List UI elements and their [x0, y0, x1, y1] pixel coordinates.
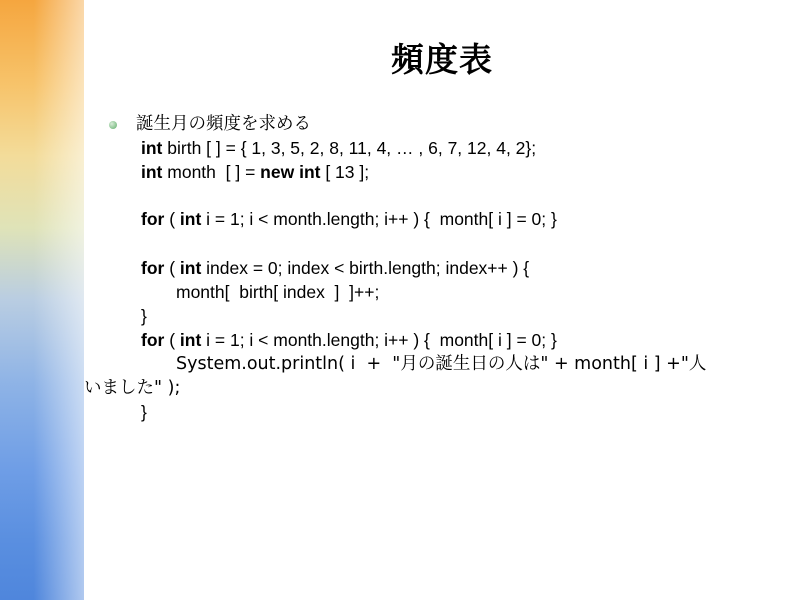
keyword: int	[141, 138, 163, 158]
code-line-close-brace-final: }	[141, 402, 147, 422]
code-text: [ 13 ];	[320, 162, 370, 182]
code-text: (	[164, 330, 180, 350]
code-text: index = 0; index < birth.length; index++ ) {	[201, 258, 530, 278]
code-text: month [ ] =	[162, 162, 261, 182]
code-text: i = 1; i < month.length; i++ ) { month[ i ] = 0; }	[201, 209, 557, 229]
code-text: i = 1; i < month.length; i++ ) { month[ i ] = 0; }	[201, 330, 557, 350]
keyword: int	[179, 209, 202, 229]
code-line-increment: month[ birth[ index ] ]++;	[176, 282, 380, 302]
code-line-birth-array	[141, 138, 536, 158]
code-line-init-loop	[141, 209, 557, 229]
code-text: (	[164, 258, 180, 278]
code-line-count-loop	[141, 258, 529, 278]
code-line-month-array	[141, 162, 369, 182]
bullet-icon	[109, 121, 117, 129]
slide-title: 頻度表	[391, 40, 493, 79]
code-line-println-wrap: いました" );	[84, 378, 181, 398]
code-line-println: System.out.println( i + "月の誕生日の人は" + month[ i ] +"人	[176, 354, 707, 374]
code-line-print-loop	[141, 330, 557, 350]
keyword: int	[179, 330, 202, 350]
bullet-text: 誕生月の頻度を求める	[136, 114, 311, 134]
keyword: int	[141, 162, 163, 182]
keyword: int	[179, 258, 202, 278]
code-text: birth [ ] = { 1, 3, 5, 2, 8, 11, 4, … , 6, 7, 12, 4, 2};	[162, 138, 537, 158]
keyword: int	[299, 162, 321, 182]
decorative-sidebar-gradient	[0, 0, 84, 600]
code-line-close-brace: }	[141, 306, 147, 326]
keyword: new	[260, 162, 295, 182]
keyword: for	[141, 330, 165, 350]
code-text: (	[164, 209, 180, 229]
keyword: for	[141, 258, 165, 278]
keyword: for	[141, 209, 165, 229]
